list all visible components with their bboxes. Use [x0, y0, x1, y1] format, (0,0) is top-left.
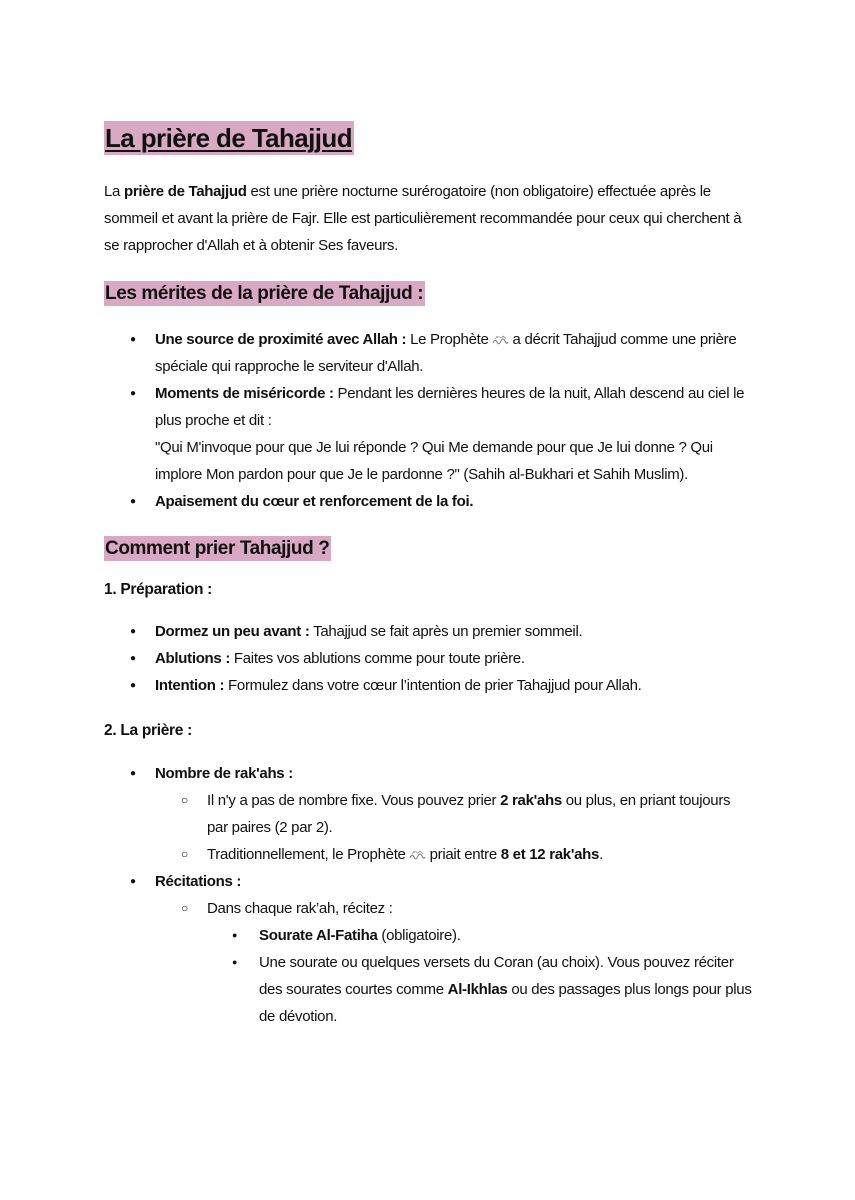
list-item-text: priait entre [429, 846, 501, 863]
list-item-bold: 2 rak'ahs [500, 792, 562, 809]
list-item-bold: Ablutions : [155, 650, 231, 667]
intro-rest: est une prière nocturne surérogatoire (non obligatoire) effectuée après le sommeil et avant la prière de Fajr. Elle est particulièrement recommandée pour ceux qui cherchent à se rapprocher d'Allah et à obtenir Ses faveurs. [104, 183, 742, 254]
list-item [104, 868, 754, 1030]
priere-heading: 2. La prière : [104, 722, 192, 739]
salawat-icon [492, 334, 509, 345]
list-item [104, 326, 754, 380]
comment-heading [104, 534, 754, 564]
recitations-subsublist [207, 922, 754, 1030]
list-item [104, 672, 754, 699]
list-item [207, 949, 754, 1030]
salawat-icon [409, 849, 426, 860]
list-item-bold: Apaisement du cœur et renforcement de la foi. [155, 493, 474, 510]
list-item-text: Il n'y a pas de nombre fixe. Vous pouvez prier [207, 792, 501, 809]
priere-list [104, 760, 754, 1030]
merites-heading [104, 279, 754, 309]
list-item [104, 618, 754, 645]
list-item [155, 841, 754, 868]
list-item [104, 380, 754, 488]
list-item-text: ou des passages plus longs pour plus de dévotion. [259, 981, 752, 1025]
list-item-text: . [599, 846, 603, 863]
recitations-sublist [155, 895, 754, 1030]
merites-list [104, 326, 754, 515]
list-item-text: a décrit Tahajjud comme une prière spéciale qui rapproche le serviteur d'Allah. [155, 331, 737, 375]
list-item-text: Le Prophète [406, 331, 489, 348]
list-item [155, 787, 754, 841]
list-item-bold: Moments de miséricorde : [155, 385, 334, 402]
list-item [207, 922, 754, 949]
list-item-text: Une sourate ou quelques versets du Coran (au choix). Vous pouvez réciter des sourates courtes comme [259, 954, 734, 998]
preparation-heading: 1. Préparation : [104, 581, 213, 598]
list-item-text: (obligatoire). [377, 927, 461, 944]
list-item-text: Formulez dans votre cœur l’intention de prier Tahajjud pour Allah. [224, 677, 642, 694]
list-item-bold: Dormez un peu avant : [155, 623, 310, 640]
comment-heading-text: Comment prier Tahajjud ? [105, 538, 330, 559]
hadith-quote: "Qui M'invoque pour que Je lui réponde ? Qui Me demande pour que Je lui donne ? Qui implore Mon pardon pour que Je le pardonne ?" (Sahih al-Bukhari et Sahih Muslim). [155, 439, 713, 483]
list-item [104, 488, 754, 515]
preparation-list [104, 618, 754, 699]
list-item-bold: Al-Ikhlas [447, 981, 508, 998]
list-item-text: Traditionnellement, le Prophète [207, 846, 406, 863]
list-item-bold: 8 et 12 rak'ahs [500, 846, 600, 863]
intro-bold: prière de Tahajjud [123, 183, 247, 200]
list-item-text: Pendant les dernières heures de la nuit, Allah descend au ciel le plus proche et dit : [155, 385, 745, 429]
list-item-bold: Récitations : [155, 873, 242, 890]
page-title [104, 118, 754, 158]
document-page [104, 118, 754, 1030]
merites-heading-text: Les mérites de la prière de Tahajjud : [105, 283, 424, 304]
list-item [155, 895, 754, 1030]
page-title-text: La prière de Tahajjud [105, 123, 352, 153]
nombre-sublist [155, 787, 754, 868]
list-item-bold: Intention : [155, 677, 225, 694]
list-item-text: Dans chaque rak’ah, récitez : [207, 900, 393, 917]
list-item [104, 760, 754, 868]
intro-prefix: La [104, 183, 124, 200]
list-item-text: ou plus, en priant toujours par paires (2 par 2). [207, 792, 731, 836]
list-item [104, 645, 754, 672]
intro-paragraph [104, 178, 754, 259]
list-item-bold: Sourate Al-Fatiha [259, 927, 378, 944]
list-item-text: Faites vos ablutions comme pour toute prière. [230, 650, 525, 667]
list-item-text: Tahajjud se fait après un premier sommeil. [309, 623, 583, 640]
list-item-bold: Nombre de rak'ahs : [155, 765, 293, 782]
list-item-bold: Une source de proximité avec Allah : [155, 331, 407, 348]
